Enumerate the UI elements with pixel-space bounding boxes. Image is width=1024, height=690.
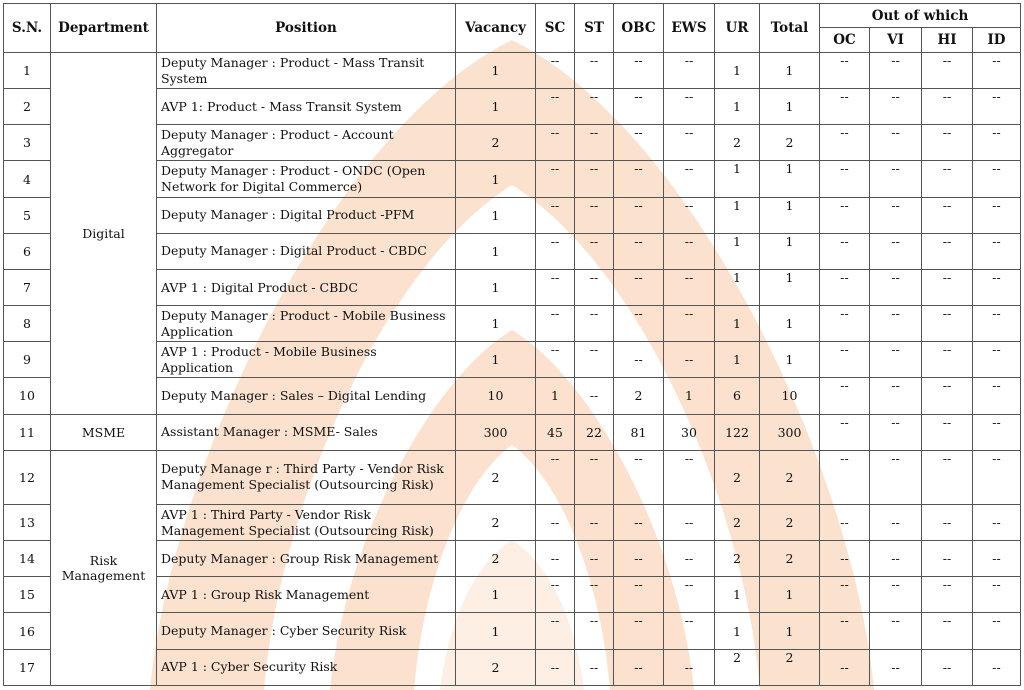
cell-st: -- — [575, 89, 614, 125]
table-row — [4, 504, 1021, 540]
vacancy-table — [3, 3, 1021, 686]
cell-hi: -- — [922, 613, 973, 649]
cell-ur: 1 — [715, 161, 760, 197]
cell-sc: -- — [536, 450, 575, 504]
cell-obc: -- — [614, 450, 664, 504]
cell-sn: 1 — [4, 53, 51, 89]
header-hi: HI — [922, 28, 973, 53]
cell-total: 2 — [760, 450, 820, 504]
cell-vacancy: 1 — [456, 577, 536, 613]
header-obc: OBC — [614, 4, 664, 53]
cell-ews: -- — [664, 125, 715, 161]
cell-hi: -- — [922, 233, 973, 269]
cell-sn: 2 — [4, 89, 51, 125]
header-id: ID — [973, 28, 1021, 53]
cell-vacancy: 1 — [456, 269, 536, 305]
cell-hi: -- — [922, 378, 973, 414]
cell-vi: -- — [870, 233, 922, 269]
cell-ews: -- — [664, 269, 715, 305]
cell-id: -- — [973, 450, 1021, 504]
header-ews: EWS — [664, 4, 715, 53]
cell-sc: -- — [536, 89, 575, 125]
cell-vacancy: 2 — [456, 504, 536, 540]
cell-st: -- — [575, 161, 614, 197]
cell-vacancy: 1 — [456, 233, 536, 269]
cell-position: Deputy Manager : Product - Mass Transit System — [157, 53, 456, 89]
cell-sn: 9 — [4, 342, 51, 378]
header-vi: VI — [870, 28, 922, 53]
cell-ews: -- — [664, 197, 715, 233]
cell-st: -- — [575, 233, 614, 269]
cell-total: 300 — [760, 414, 820, 450]
cell-oc: -- — [820, 342, 870, 378]
cell-sc: -- — [536, 233, 575, 269]
cell-sc: -- — [536, 504, 575, 540]
cell-oc: -- — [820, 125, 870, 161]
cell-vi: -- — [870, 269, 922, 305]
cell-total: 1 — [760, 89, 820, 125]
cell-vacancy: 1 — [456, 197, 536, 233]
cell-position: Deputy Manage r : Third Party - Vendor Risk Management Specialist (Outsourcing Risk) — [157, 450, 456, 504]
cell-total: 1 — [760, 233, 820, 269]
cell-obc: -- — [614, 197, 664, 233]
cell-st: -- — [575, 613, 614, 649]
cell-sc: -- — [536, 342, 575, 378]
cell-ur: 1 — [715, 577, 760, 613]
cell-ews: -- — [664, 577, 715, 613]
cell-position: Deputy Manager : Digital Product - CBDC — [157, 233, 456, 269]
cell-sn: 8 — [4, 306, 51, 342]
cell-st: -- — [575, 269, 614, 305]
cell-vacancy: 1 — [456, 89, 536, 125]
cell-obc: 2 — [614, 378, 664, 414]
cell-oc: -- — [820, 577, 870, 613]
cell-sn: 10 — [4, 378, 51, 414]
cell-id: -- — [973, 233, 1021, 269]
table-row — [4, 613, 1021, 649]
cell-hi: -- — [922, 649, 973, 685]
cell-obc: -- — [614, 342, 664, 378]
cell-vacancy: 1 — [456, 306, 536, 342]
cell-position: Deputy Manager : Product - Mobile Business Application — [157, 306, 456, 342]
header-department: Department — [51, 4, 157, 53]
cell-ur: 1 — [715, 197, 760, 233]
cell-sc: -- — [536, 269, 575, 305]
cell-total: 1 — [760, 342, 820, 378]
cell-oc: -- — [820, 306, 870, 342]
cell-hi: -- — [922, 450, 973, 504]
department-cell-digital: Digital — [51, 53, 157, 415]
cell-hi: -- — [922, 269, 973, 305]
cell-obc: -- — [614, 161, 664, 197]
cell-hi: -- — [922, 197, 973, 233]
cell-ur: 2 — [715, 450, 760, 504]
cell-ews: -- — [664, 306, 715, 342]
cell-vacancy: 2 — [456, 450, 536, 504]
cell-sc: -- — [536, 577, 575, 613]
cell-total: 2 — [760, 125, 820, 161]
cell-sc: -- — [536, 125, 575, 161]
cell-total: 1 — [760, 197, 820, 233]
cell-st: -- — [575, 504, 614, 540]
cell-ews: -- — [664, 450, 715, 504]
cell-hi: -- — [922, 577, 973, 613]
cell-hi: -- — [922, 53, 973, 89]
cell-sc: 45 — [536, 414, 575, 450]
cell-obc: -- — [614, 306, 664, 342]
cell-st: -- — [575, 450, 614, 504]
cell-obc: -- — [614, 577, 664, 613]
cell-sn: 14 — [4, 541, 51, 577]
cell-sc: -- — [536, 541, 575, 577]
cell-ews: -- — [664, 504, 715, 540]
cell-ur: 1 — [715, 613, 760, 649]
cell-st: -- — [575, 378, 614, 414]
table-row — [4, 269, 1021, 305]
cell-obc: -- — [614, 89, 664, 125]
cell-ews: -- — [664, 541, 715, 577]
cell-oc: -- — [820, 269, 870, 305]
cell-vi: -- — [870, 89, 922, 125]
cell-ews: -- — [664, 233, 715, 269]
cell-sn: 17 — [4, 649, 51, 685]
cell-hi: -- — [922, 541, 973, 577]
cell-ews: 1 — [664, 378, 715, 414]
cell-vi: -- — [870, 577, 922, 613]
cell-ews: -- — [664, 613, 715, 649]
cell-hi: -- — [922, 306, 973, 342]
cell-sn: 5 — [4, 197, 51, 233]
cell-total: 2 — [760, 504, 820, 540]
cell-sc: -- — [536, 197, 575, 233]
cell-obc: -- — [614, 613, 664, 649]
cell-vacancy: 300 — [456, 414, 536, 450]
cell-total: 1 — [760, 269, 820, 305]
cell-oc: -- — [820, 89, 870, 125]
cell-ews: -- — [664, 342, 715, 378]
cell-sn: 4 — [4, 161, 51, 197]
cell-total: 2 — [760, 541, 820, 577]
cell-total: 1 — [760, 161, 820, 197]
cell-ews: -- — [664, 161, 715, 197]
cell-vi: -- — [870, 649, 922, 685]
cell-id: -- — [973, 306, 1021, 342]
cell-sc: -- — [536, 306, 575, 342]
table-row — [4, 414, 1021, 450]
cell-sc: 1 — [536, 378, 575, 414]
cell-ur: 1 — [715, 89, 760, 125]
cell-position: AVP 1: Product - Mass Transit System — [157, 89, 456, 125]
cell-id: -- — [973, 577, 1021, 613]
header-st: ST — [575, 4, 614, 53]
cell-ews: 30 — [664, 414, 715, 450]
cell-ur: 1 — [715, 342, 760, 378]
cell-ews: -- — [664, 89, 715, 125]
cell-st: -- — [575, 577, 614, 613]
cell-vi: -- — [870, 306, 922, 342]
table-row — [4, 342, 1021, 378]
cell-obc: -- — [614, 53, 664, 89]
cell-ur: 1 — [715, 306, 760, 342]
cell-total: 10 — [760, 378, 820, 414]
cell-total: 1 — [760, 577, 820, 613]
table-row — [4, 306, 1021, 342]
table-row — [4, 450, 1021, 504]
cell-st: -- — [575, 125, 614, 161]
cell-vi: -- — [870, 197, 922, 233]
cell-obc: -- — [614, 233, 664, 269]
cell-sc: -- — [536, 53, 575, 89]
cell-obc: -- — [614, 125, 664, 161]
cell-st: -- — [575, 53, 614, 89]
table-row — [4, 161, 1021, 197]
cell-position: Deputy Manager : Sales – Digital Lending — [157, 378, 456, 414]
cell-position: AVP 1 : Product - Mobile Business Application — [157, 342, 456, 378]
cell-vi: -- — [870, 53, 922, 89]
cell-vi: -- — [870, 504, 922, 540]
table-row — [4, 541, 1021, 577]
cell-sn: 7 — [4, 269, 51, 305]
cell-sn: 16 — [4, 613, 51, 649]
cell-total: 2 — [760, 649, 820, 685]
table-row — [4, 577, 1021, 613]
cell-sn: 3 — [4, 125, 51, 161]
cell-id: -- — [973, 342, 1021, 378]
cell-position: Deputy Manager : Digital Product -PFM — [157, 197, 456, 233]
cell-vi: -- — [870, 414, 922, 450]
header-total: Total — [760, 4, 820, 53]
cell-hi: -- — [922, 342, 973, 378]
cell-vi: -- — [870, 450, 922, 504]
cell-vi: -- — [870, 342, 922, 378]
cell-vi: -- — [870, 378, 922, 414]
cell-sc: -- — [536, 613, 575, 649]
cell-obc: -- — [614, 269, 664, 305]
cell-id: -- — [973, 649, 1021, 685]
cell-ur: 2 — [715, 504, 760, 540]
cell-ur: 1 — [715, 53, 760, 89]
cell-id: -- — [973, 378, 1021, 414]
cell-id: -- — [973, 161, 1021, 197]
cell-obc: -- — [614, 504, 664, 540]
cell-sn: 11 — [4, 414, 51, 450]
cell-hi: -- — [922, 89, 973, 125]
cell-ews: -- — [664, 53, 715, 89]
cell-position: Deputy Manager : Product - Account Aggregator — [157, 125, 456, 161]
cell-oc: -- — [820, 450, 870, 504]
cell-position: AVP 1 : Digital Product - CBDC — [157, 269, 456, 305]
cell-ur: 2 — [715, 541, 760, 577]
cell-vacancy: 1 — [456, 342, 536, 378]
cell-ur: 6 — [715, 378, 760, 414]
cell-sn: 6 — [4, 233, 51, 269]
cell-vacancy: 1 — [456, 161, 536, 197]
cell-oc: -- — [820, 649, 870, 685]
cell-oc: -- — [820, 378, 870, 414]
cell-vi: -- — [870, 613, 922, 649]
cell-oc: -- — [820, 414, 870, 450]
cell-vi: -- — [870, 125, 922, 161]
cell-oc: -- — [820, 541, 870, 577]
cell-oc: -- — [820, 233, 870, 269]
cell-id: -- — [973, 53, 1021, 89]
table-row — [4, 649, 1021, 685]
cell-obc: -- — [614, 649, 664, 685]
cell-position: Assistant Manager : MSME- Sales — [157, 414, 456, 450]
cell-ur: 1 — [715, 269, 760, 305]
table-row — [4, 197, 1021, 233]
cell-id: -- — [973, 414, 1021, 450]
cell-st: -- — [575, 649, 614, 685]
table-row — [4, 125, 1021, 161]
cell-obc: -- — [614, 541, 664, 577]
cell-vacancy: 1 — [456, 53, 536, 89]
cell-oc: -- — [820, 197, 870, 233]
cell-ur: 2 — [715, 649, 760, 685]
cell-st: -- — [575, 197, 614, 233]
cell-ur: 122 — [715, 414, 760, 450]
cell-sn: 15 — [4, 577, 51, 613]
cell-id: -- — [973, 89, 1021, 125]
header-vacancy: Vacancy — [456, 4, 536, 53]
cell-total: 1 — [760, 613, 820, 649]
cell-ur: 2 — [715, 125, 760, 161]
cell-ur: 1 — [715, 233, 760, 269]
cell-id: -- — [973, 613, 1021, 649]
department-cell-risk: Risk Management — [51, 450, 157, 685]
cell-ews: -- — [664, 649, 715, 685]
cell-vacancy: 1 — [456, 613, 536, 649]
cell-oc: -- — [820, 161, 870, 197]
header-position: Position — [157, 4, 456, 53]
cell-oc: -- — [820, 504, 870, 540]
cell-id: -- — [973, 197, 1021, 233]
cell-vacancy: 2 — [456, 649, 536, 685]
table-row — [4, 53, 1021, 89]
cell-obc: 81 — [614, 414, 664, 450]
cell-position: Deputy Manager : Group Risk Management — [157, 541, 456, 577]
cell-id: -- — [973, 269, 1021, 305]
cell-st: 22 — [575, 414, 614, 450]
header-sn: S.N. — [4, 4, 51, 53]
cell-hi: -- — [922, 414, 973, 450]
cell-vi: -- — [870, 541, 922, 577]
cell-total: 1 — [760, 306, 820, 342]
cell-oc: -- — [820, 613, 870, 649]
cell-sc: -- — [536, 649, 575, 685]
cell-hi: -- — [922, 504, 973, 540]
table-row — [4, 378, 1021, 414]
header-oc: OC — [820, 28, 870, 53]
department-cell-msme: MSME — [51, 414, 157, 450]
cell-id: -- — [973, 125, 1021, 161]
cell-position: AVP 1 : Third Party - Vendor Risk Management Specialist (Outsourcing Risk) — [157, 504, 456, 540]
cell-vacancy: 10 — [456, 378, 536, 414]
cell-position: AVP 1 : Group Risk Management — [157, 577, 456, 613]
cell-id: -- — [973, 504, 1021, 540]
cell-st: -- — [575, 306, 614, 342]
cell-total: 1 — [760, 53, 820, 89]
table-row — [4, 233, 1021, 269]
cell-st: -- — [575, 342, 614, 378]
cell-hi: -- — [922, 125, 973, 161]
cell-hi: -- — [922, 161, 973, 197]
cell-vi: -- — [870, 161, 922, 197]
cell-sn: 13 — [4, 504, 51, 540]
cell-oc: -- — [820, 53, 870, 89]
header-sc: SC — [536, 4, 575, 53]
cell-position: AVP 1 : Cyber Security Risk — [157, 649, 456, 685]
cell-sc: -- — [536, 161, 575, 197]
cell-id: -- — [973, 541, 1021, 577]
header-out-of-which: Out of which — [820, 4, 1021, 28]
cell-vacancy: 2 — [456, 541, 536, 577]
cell-position: Deputy Manager : Cyber Security Risk — [157, 613, 456, 649]
cell-position: Deputy Manager : Product - ONDC (Open Network for Digital Commerce) — [157, 161, 456, 197]
table-row — [4, 89, 1021, 125]
cell-st: -- — [575, 541, 614, 577]
cell-vacancy: 2 — [456, 125, 536, 161]
cell-sn: 12 — [4, 450, 51, 504]
header-ur: UR — [715, 4, 760, 53]
